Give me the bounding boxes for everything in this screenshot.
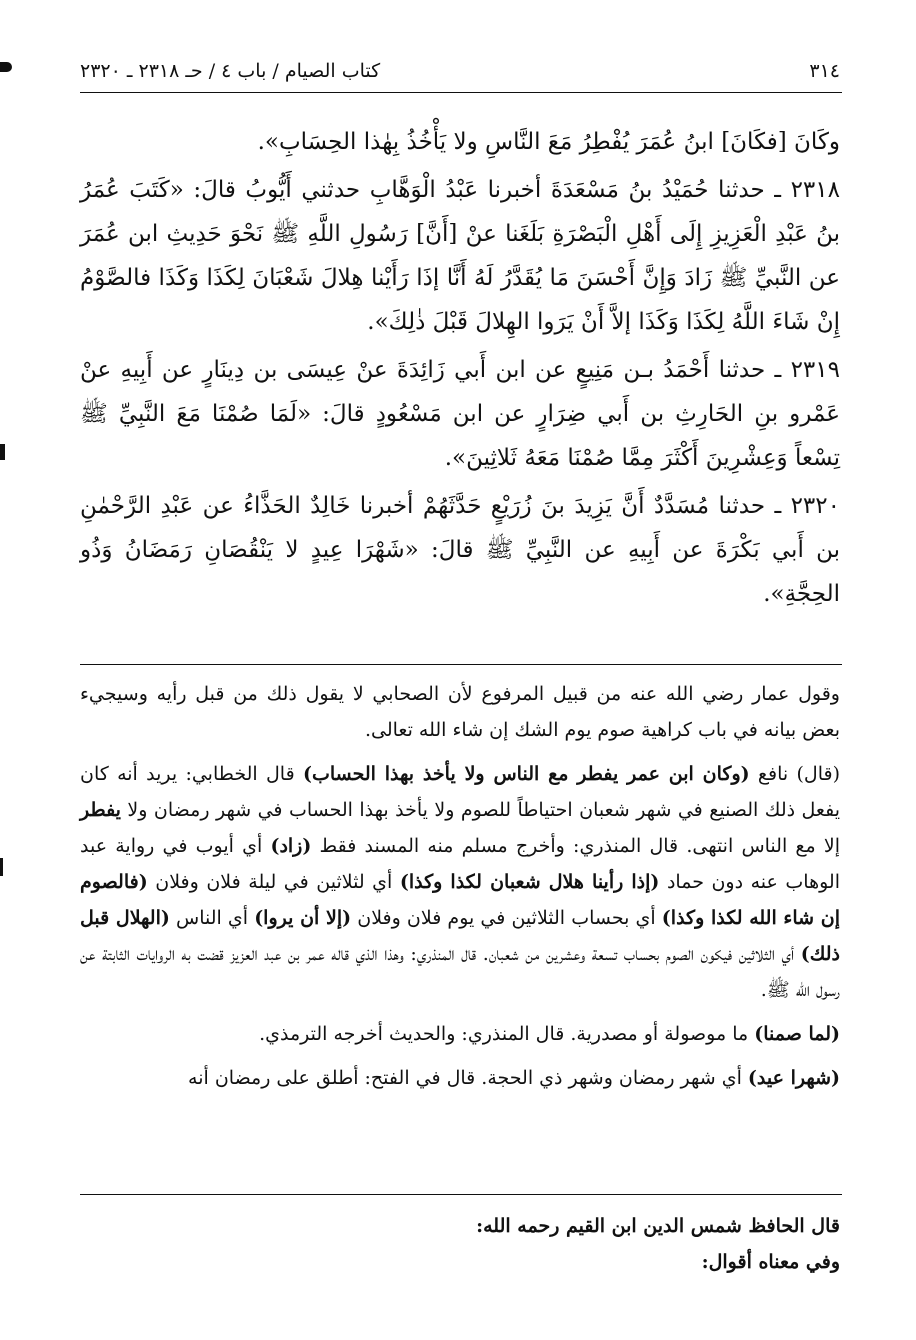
hadith-text xyxy=(80,120,840,620)
footnote-line-2: وفي معناه أقوال: xyxy=(701,1251,840,1273)
quoted-phrase: (وكان ابن عمر يفطر مع الناس ولا يأخذ بهذا الحساب) xyxy=(302,763,750,785)
scan-edge-mark xyxy=(0,858,3,876)
commentary-paragraph-1: وقول عمار رضي الله عنه من قبيل المرفوع لأن الصحابي لا يقول ذلك من قبل رأيه وسيجيء بعض بيانه في باب كراهية صوم يوم الشك إن شاء الله تعالى. xyxy=(80,683,840,741)
quoted-phrase: (إذا رأينا هلال شعبان لكذا وكذا) xyxy=(399,871,660,893)
quoted-phrase: (زاد) xyxy=(270,835,312,857)
quoted-phrase: (إلا أن يروا) xyxy=(254,907,352,929)
quoted-phrase: (لما صمنا) xyxy=(754,1023,840,1045)
commentary-text: أي بحساب الثلاثين في يوم فلان وفلان xyxy=(351,907,662,929)
header-divider xyxy=(80,92,842,93)
commentary-text: ما موصولة أو مصدرية. قال المنذري: والحديث أخرجه الترمذي. xyxy=(259,1023,755,1045)
quoted-phrase: (الهلال قبل ذلك) xyxy=(80,907,840,965)
commentary-text: أي شهر رمضان وشهر ذي الحجة. قال في الفتح: أطلق على رمضان أنه xyxy=(188,1067,748,1089)
commentary-paragraph-2 xyxy=(80,756,840,1008)
scan-edge-mark xyxy=(0,62,12,72)
commentary-text: أي الناس xyxy=(169,907,255,929)
hadith-2319: ٢٣١٩ ـ حدثنا أَحْمَدُ بـن مَنِيعٍ عن ابن أَبي زَائِدَةَ عنْ عِيسَى بن دِينَارٍ عن أَبِيهِ عنْ عَمْرو بنِ الحَارِثِ بن أَبي ضِرَارٍ عن ابن مَسْعُودٍ قالَ: «لَمَا صُمْنَا مَعَ النَّبِيِّ ﷺ تِسْعاً وَعِشْرِينَ أَكْثَرَ مِمَّا صُمْنَا مَعَهُ ثَلاثِينَ». xyxy=(80,357,840,471)
scan-edge-mark xyxy=(0,444,5,460)
footnote-divider xyxy=(80,1194,842,1195)
hadith-continuation: وكَانَ [فكَانَ] ابنُ عُمَرَ يُفْطِرُ مَعَ النَّاسِ ولا يَأْخُذُ بِهٰذا الحِسَابِ». xyxy=(257,129,840,155)
footnote-line-1: قال الحافظ شمس الدين ابن القيم رحمه الله: xyxy=(476,1215,840,1237)
running-title: كتاب الصيام / باب ٤ / حـ ٢٣١٨ ـ ٢٣٢٠ xyxy=(80,60,381,82)
hadith-2320: ٢٣٢٠ ـ حدثنا مُسَدَّدٌ أَنَّ يَزِيدَ بنَ زُرَيْعٍ حَدَّثَهُمْ أخبرنا خَالِدٌ الحَذَّاءُ عن عَبْدِ الرَّحْمٰنِ بن أَبي بَكْرَةَ عن أَبِيهِ عن النَّبِيِّ ﷺ قالَ: «شَهْرَا عِيدٍ لا يَنْقُصَانِ رَمَضَانُ وَذُو الحِجَّةِ». xyxy=(80,493,841,607)
quoted-phrase: يفطر xyxy=(80,799,121,821)
commentary-text: قال الخطابي: يريد أنه كان يفعل ذلك الصنيع في شهر شعبان احتياطاً للصوم ولا يأخذ بهذا الحساب في شهر رمضان ولا xyxy=(80,763,840,821)
commentary-section xyxy=(80,676,840,1104)
commentary-text: إلا مع الناس انتهى. قال المنذري: وأخرج مسلم منه المسند فقط xyxy=(311,835,841,857)
commentary-text: (قال) نافع xyxy=(749,763,840,785)
commentary-text: أي أيوب في رواية عبد الوهاب عنه دون حماد xyxy=(80,835,840,893)
page-number: ٣١٤ xyxy=(809,60,840,82)
footnote-section xyxy=(80,1208,840,1280)
quoted-phrase: (شهرا عيد) xyxy=(747,1067,840,1089)
commentary-paragraph-4 xyxy=(80,1060,840,1096)
quoted-phrase: (فالصوم إن شاء الله لكذا وكذا) xyxy=(80,871,841,929)
commentary-divider xyxy=(80,664,842,665)
commentary-text: أي الثلاثين فيكون الصوم بحساب تسعة وعشرين من شعبان. قال المنذري: وهذا الذي قاله عمر بن عبد العزيز قضت به الروايات الثابتة عن رسول الله ﷺ. xyxy=(80,943,840,1001)
hadith-2318: ٢٣١٨ ـ حدثنا حُمَيْدُ بنُ مَسْعَدَةَ أخبرنا عَبْدُ الْوَهَّابِ حدثني أَيُّوبُ قالَ: «كَتَبَ عُمَرُ بنُ عَبْدِ الْعَزِيزِ إِلَى أَهْلِ الْبَصْرَةِ بَلَغَنا عنْ [أَنَّ] رَسُولِ اللَّهِ ﷺ نَحْوَ حَدِيثِ ابن عُمَرَ عن النَّبيِّ ﷺ زَادَ وَإِنَّ أَحْسَنَ مَا يُقَدَّرُ لَهُ أَنَّا إذَا رَأَيْنا هِلالَ شَعْبَانَ لِكَذَا وَكَذَا فالصَّوْمُ إِنْ شَاءَ اللَّهُ لِكَذَا وَكَذَا إلاَّ أَنْ يَرَوا الهِلالَ قَبْلَ ذٰلِكَ». xyxy=(80,177,840,335)
page-header xyxy=(80,60,840,88)
commentary-paragraph-3 xyxy=(80,1016,840,1052)
commentary-text: أي لثلاثين في ليلة فلان وفلان xyxy=(147,871,400,893)
